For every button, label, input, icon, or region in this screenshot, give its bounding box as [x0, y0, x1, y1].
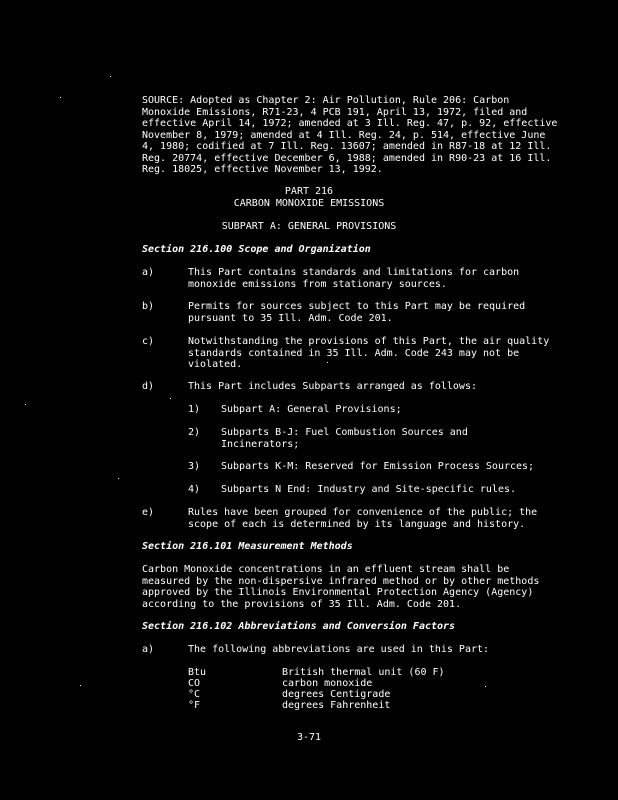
abbr-a-text: The following abbreviations are used in this Part:: [188, 644, 490, 655]
subpart-1-label: 1): [188, 404, 201, 415]
abbr-f-meaning: degrees Fahrenheit: [282, 700, 391, 711]
scan-speck: [170, 398, 171, 399]
section-101-text: Carbon Monoxide concentrations in an effluent stream shall be measured by the non-dispersive infrared method or by other methods approved by the Illinois Environmental Protection Agency (Agency) according to the provisions of 35 Ill. Adm. Code 201.: [142, 564, 540, 610]
item-b-label: b): [142, 301, 155, 312]
item-c-text: Notwithstanding the provisions of this Part, the air quality standards contained in 35 Ill. Adm. Code 243 may not be violated.: [188, 336, 550, 370]
item-a-label: a): [142, 267, 155, 278]
scan-speck: [60, 97, 61, 98]
subpart-3-label: 3): [188, 461, 201, 472]
subpart-2-label: 2): [188, 427, 201, 438]
section-101-heading: Section 216.101 Measurement Methods: [142, 541, 353, 552]
item-d-text: This Part includes Subparts arranged as follows:: [188, 381, 477, 392]
scan-speck: [118, 478, 119, 479]
subpart-4-text: Subparts N End: Industry and Site-specific rules.: [221, 484, 517, 495]
item-d-label: d): [142, 381, 155, 392]
item-a-text: This Part contains standards and limitations for carbon monoxide emissions from stationary sources.: [188, 267, 520, 290]
subpart-2-text: Subparts B-J: Fuel Combustion Sources and Incinerators;: [221, 427, 468, 450]
subpart-3-text: Subparts K-M: Reserved for Emission Process Sources;: [221, 461, 535, 472]
source-note: SOURCE: Adopted as Chapter 2: Air Pollution, Rule 206: Carbon Monoxide Emissions, R71-23, 4 PCB 191, April 13, 1972, filed and effective April 14, 1972; amended at 3 Ill. Reg. 47, p. 92, effective November 8, 1979; amended at 4 Ill. Reg. 24, p. 514, effective June 4, 1980; codified at 7 Ill. Reg. 13607; amended in R87-18 at 12 Ill. Reg. 20774, effective December 6, 1988; amended in R90-23 at 16 Ill. Reg. 18025, effective November 13, 1992.: [142, 95, 558, 175]
subpart-title: SUBPART A: GENERAL PROVISIONS: [221, 221, 397, 232]
subpart-4-label: 4): [188, 484, 201, 495]
scan-speck: [80, 685, 81, 686]
abbr-c-meaning: degrees Centigrade: [282, 689, 391, 700]
abbr-c: °C: [188, 689, 201, 700]
item-e-text: Rules have been grouped for convenience of the public; the scope of each is determined by its language and history.: [188, 507, 538, 530]
abbr-co-meaning: carbon monoxide: [282, 678, 373, 689]
item-b-text: Permits for sources subject to this Part may be required pursuant to 35 Ill. Adm. Code 201.: [188, 301, 526, 324]
scan-speck: [25, 404, 26, 405]
part-title: PART 216: [284, 186, 334, 197]
abbr-btu: Btu: [188, 667, 207, 678]
abbr-a-label: a): [142, 644, 155, 655]
item-c-label: c): [142, 336, 155, 347]
subpart-1-text: Subpart A: General Provisions;: [221, 404, 402, 415]
section-102-heading: Section 216.102 Abbreviations and Conversion Factors: [142, 621, 456, 632]
page-number: 3-71: [296, 732, 322, 743]
abbr-co: CO: [188, 678, 201, 689]
abbr-btu-meaning: British thermal unit (60 F): [282, 667, 445, 678]
scan-speck: [327, 362, 328, 363]
part-subtitle: CARBON MONOXIDE EMISSIONS: [233, 198, 385, 209]
section-100-heading: Section 216.100 Scope and Organization: [142, 244, 371, 255]
item-e-label: e): [142, 507, 155, 518]
scan-speck: [485, 686, 486, 687]
abbr-f: °F: [188, 700, 201, 711]
scan-speck: [110, 76, 111, 77]
